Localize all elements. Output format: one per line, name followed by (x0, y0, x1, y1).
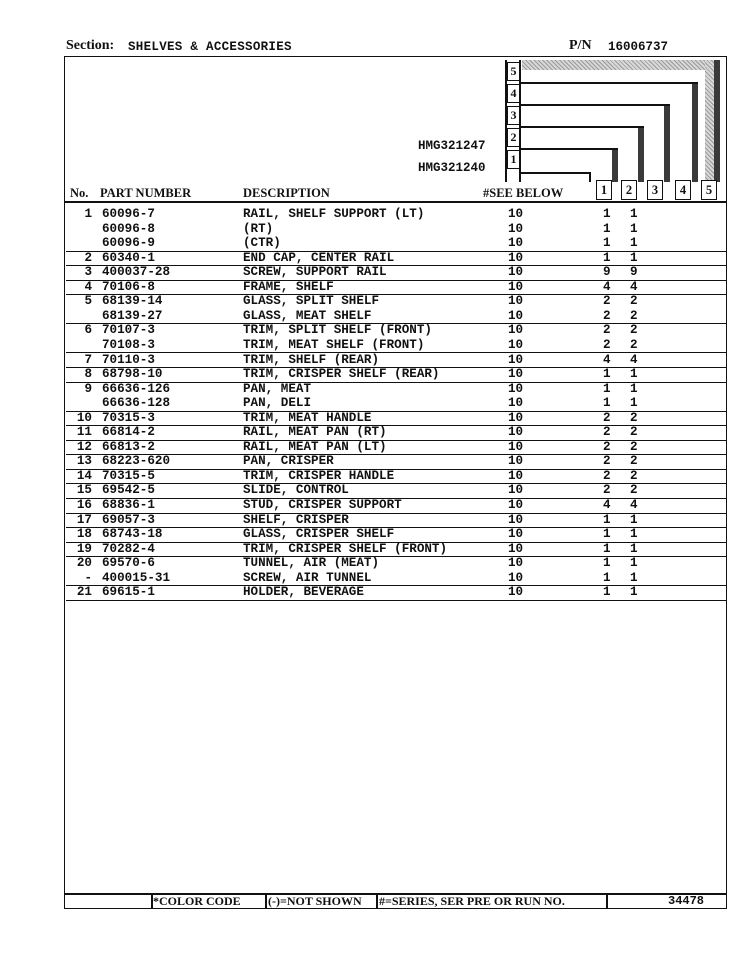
description: RAIL, MEAT PAN (RT) (243, 425, 387, 440)
part-number: 69057-3 (102, 512, 155, 527)
bracket-number-5: 5 (507, 62, 520, 81)
item-number: 21 (76, 585, 92, 600)
item-number: 8 (84, 367, 92, 382)
section-title: SHELVES & ACCESSORIES (128, 40, 292, 54)
bracket-number-1: 1 (507, 150, 520, 169)
qty-1: 2 (603, 454, 611, 469)
table-row (66, 222, 727, 237)
footer-document-number: 34478 (668, 894, 705, 908)
item-number: 10 (76, 410, 92, 425)
qty-2: 1 (630, 541, 638, 556)
series: 10 (508, 308, 524, 323)
part-number: 70110-3 (102, 352, 155, 367)
description: HOLDER, BEVERAGE (243, 585, 364, 600)
qty-1: 1 (603, 570, 611, 585)
table-row (66, 280, 727, 296)
qty-2: 1 (630, 585, 638, 600)
item-number: 9 (84, 381, 92, 396)
part-number: 68139-27 (102, 308, 163, 323)
column-header-description: DESCRIPTION (243, 186, 330, 200)
part-number: 70108-3 (102, 337, 155, 352)
item-number: 1 (84, 207, 92, 221)
part-number: 69615-1 (102, 585, 155, 600)
qty-2: 1 (630, 221, 638, 236)
qty-1: 2 (603, 439, 611, 454)
qty-1: 1 (603, 541, 611, 556)
qty-1: 1 (603, 236, 611, 251)
qty-1: 1 (603, 556, 611, 571)
item-number: 13 (76, 454, 92, 469)
item-number: 17 (76, 512, 92, 527)
description: TRIM, CRISPER SHELF (REAR) (243, 367, 440, 382)
part-number: 68836-1 (102, 498, 155, 512)
qty-1: 1 (603, 367, 611, 382)
item-number: 12 (76, 439, 92, 454)
description: TRIM, CRISPER HANDLE (243, 468, 395, 483)
series: 10 (508, 585, 524, 600)
qty-2: 1 (630, 396, 638, 411)
description: SLIDE, CONTROL (243, 483, 349, 498)
series: 10 (508, 570, 524, 585)
qty-2: 1 (630, 236, 638, 251)
table-row (66, 207, 727, 222)
table-row (66, 294, 727, 309)
description: GLASS, SPLIT SHELF (243, 294, 380, 309)
part-number-label: P/N (569, 38, 592, 53)
part-number: 66636-128 (102, 396, 171, 411)
model-number-1: HMG321247 (418, 139, 486, 153)
bracket-number-2: 2 (507, 128, 520, 147)
series: 10 (508, 207, 524, 221)
footer-series-note: #=SERIES, SER PRE OR RUN NO. (379, 894, 565, 908)
qty-1: 2 (603, 483, 611, 498)
column-header-no: No. (70, 186, 89, 200)
qty-1: 2 (603, 425, 611, 440)
series: 10 (508, 250, 524, 265)
description: STUD, CRISPER SUPPORT (243, 498, 402, 512)
description: TRIM, MEAT HANDLE (243, 410, 372, 425)
header-rule (64, 201, 727, 203)
description: RAIL, MEAT PAN (LT) (243, 439, 387, 454)
column-header-part-number: PART NUMBER (100, 186, 192, 200)
bracket-bar-2 (638, 128, 644, 182)
qty-1: 2 (603, 294, 611, 309)
table-row (66, 396, 727, 412)
part-number: 66813-2 (102, 439, 155, 454)
column-header-see-below: #SEE BELOW (483, 186, 564, 200)
item-number: 5 (84, 294, 92, 309)
item-number: 19 (76, 541, 92, 556)
qty-2: 1 (630, 527, 638, 542)
qty-column-5: 5 (701, 180, 717, 200)
item-number: - (84, 570, 92, 585)
item-number: 14 (76, 468, 92, 483)
qty-1: 1 (603, 207, 611, 221)
qty-1: 1 (603, 221, 611, 236)
qty-1: 2 (603, 468, 611, 483)
qty-1: 1 (603, 381, 611, 396)
part-number: 68798-10 (102, 367, 163, 382)
series: 10 (508, 410, 524, 425)
qty-1: 1 (603, 527, 611, 542)
series: 10 (508, 512, 524, 527)
qty-2: 1 (630, 207, 638, 221)
item-number: 2 (84, 250, 92, 265)
part-number: 400037-28 (102, 265, 171, 280)
series: 10 (508, 483, 524, 498)
series: 10 (508, 367, 524, 382)
table-row (66, 425, 727, 441)
description: PAN, MEAT (243, 381, 312, 396)
qty-2: 2 (630, 410, 638, 425)
table-row (66, 353, 727, 369)
description: END CAP, CENTER RAIL (243, 250, 395, 265)
model-number-2: HMG321240 (418, 161, 486, 175)
table-row (66, 411, 727, 427)
item-number: 6 (84, 323, 92, 338)
part-number: 400015-31 (102, 570, 171, 585)
description: GLASS, CRISPER SHELF (243, 527, 395, 542)
series: 10 (508, 381, 524, 396)
qty-column-3: 3 (647, 180, 663, 200)
series: 10 (508, 396, 524, 411)
qty-1: 4 (603, 352, 611, 367)
qty-2: 2 (630, 308, 638, 323)
part-number: 70282-4 (102, 541, 155, 556)
qty-1: 2 (603, 337, 611, 352)
table-row (66, 382, 727, 397)
description: RAIL, SHELF SUPPORT (LT) (243, 207, 425, 221)
part-number: 68139-14 (102, 294, 163, 309)
part-number: 66636-126 (102, 381, 171, 396)
table-row (66, 251, 727, 267)
qty-1: 2 (603, 410, 611, 425)
description: FRAME, SHELF (243, 279, 334, 294)
series: 10 (508, 454, 524, 469)
series: 10 (508, 556, 524, 571)
series: 10 (508, 265, 524, 280)
description: PAN, CRISPER (243, 454, 334, 469)
item-number: 15 (76, 483, 92, 498)
qty-2: 2 (630, 425, 638, 440)
qty-2: 1 (630, 556, 638, 571)
item-number: 3 (84, 265, 92, 280)
series: 10 (508, 498, 524, 512)
part-number: 60096-8 (102, 221, 155, 236)
series: 10 (508, 425, 524, 440)
table-row (66, 542, 727, 558)
qty-2: 1 (630, 367, 638, 382)
table-row (66, 556, 727, 571)
part-number: 69542-5 (102, 483, 155, 498)
footer-not-shown: (-)=NOT SHOWN (268, 894, 362, 908)
qty-2: 2 (630, 454, 638, 469)
series: 10 (508, 323, 524, 338)
table-row (66, 309, 727, 325)
part-number: 70106-8 (102, 279, 155, 294)
item-number: 16 (76, 498, 92, 512)
bracket-shade-top (522, 60, 716, 70)
description: (RT) (243, 221, 274, 236)
table-row (66, 469, 727, 485)
bracket-bar-3 (664, 106, 670, 182)
description: (CTR) (243, 236, 281, 251)
item-number: 20 (76, 556, 92, 571)
bracket-bar-1 (612, 150, 618, 182)
qty-2: 2 (630, 468, 638, 483)
table-row (66, 571, 727, 587)
description: TRIM, SHELF (REAR) (243, 352, 380, 367)
qty-2: 4 (630, 279, 638, 294)
series: 10 (508, 236, 524, 251)
bracket-number-3: 3 (507, 106, 520, 125)
qty-column-2: 2 (621, 180, 637, 200)
description: TRIM, SPLIT SHELF (FRONT) (243, 323, 432, 338)
description: SHELF, CRISPER (243, 512, 349, 527)
qty-2: 9 (630, 265, 638, 280)
part-number: 70107-3 (102, 323, 155, 338)
description: SCREW, AIR TUNNEL (243, 570, 372, 585)
item-number: 18 (76, 527, 92, 542)
part-number: 69570-6 (102, 556, 155, 571)
qty-2: 2 (630, 483, 638, 498)
section-label: Section: (66, 38, 115, 53)
series: 10 (508, 468, 524, 483)
bracket-bar-4 (692, 84, 698, 182)
table-row (66, 323, 727, 338)
series: 10 (508, 527, 524, 542)
series: 10 (508, 294, 524, 309)
qty-1: 4 (603, 498, 611, 512)
item-number: 4 (84, 279, 92, 294)
description: PAN, DELI (243, 396, 312, 411)
qty-1: 4 (603, 279, 611, 294)
qty-2: 1 (630, 512, 638, 527)
part-number: 66814-2 (102, 425, 155, 440)
qty-column-1: 1 (596, 180, 612, 200)
qty-1: 2 (603, 323, 611, 338)
series: 10 (508, 541, 524, 556)
qty-2: 2 (630, 323, 638, 338)
qty-1: 1 (603, 512, 611, 527)
qty-2: 2 (630, 337, 638, 352)
description: TRIM, MEAT SHELF (FRONT) (243, 337, 425, 352)
series: 10 (508, 221, 524, 236)
item-number: 7 (84, 352, 92, 367)
qty-2: 4 (630, 498, 638, 512)
table-row (66, 367, 727, 383)
part-number: 70315-3 (102, 410, 155, 425)
table-row (66, 513, 727, 529)
qty-2: 4 (630, 352, 638, 367)
footer-color-code: *COLOR CODE (153, 894, 241, 908)
bracket-bar-5 (714, 60, 720, 182)
item-number: 11 (76, 425, 92, 440)
qty-column-4: 4 (675, 180, 691, 200)
part-number-value: 16006737 (608, 40, 669, 54)
table-row (66, 236, 727, 252)
part-number: 68743-18 (102, 527, 163, 542)
part-number: 60340-1 (102, 250, 155, 265)
qty-1: 1 (603, 585, 611, 600)
qty-2: 1 (630, 250, 638, 265)
table-row (66, 440, 727, 456)
part-number: 60096-9 (102, 236, 155, 251)
series: 10 (508, 352, 524, 367)
series: 10 (508, 279, 524, 294)
qty-2: 2 (630, 294, 638, 309)
qty-2: 1 (630, 570, 638, 585)
series: 10 (508, 337, 524, 352)
table-row (66, 338, 727, 354)
description: SCREW, SUPPORT RAIL (243, 265, 387, 280)
part-number: 68223-620 (102, 454, 171, 469)
part-number: 70315-5 (102, 468, 155, 483)
part-number: 60096-7 (102, 207, 155, 221)
table-row (66, 585, 727, 601)
qty-1: 1 (603, 250, 611, 265)
qty-1: 2 (603, 308, 611, 323)
qty-1: 1 (603, 396, 611, 411)
series: 10 (508, 439, 524, 454)
qty-1: 9 (603, 265, 611, 280)
table-row (66, 527, 727, 543)
description: GLASS, MEAT SHELF (243, 308, 372, 323)
description: TRIM, CRISPER SHELF (FRONT) (243, 541, 448, 556)
table-row (66, 265, 727, 281)
qty-2: 2 (630, 439, 638, 454)
description: TUNNEL, AIR (MEAT) (243, 556, 380, 571)
bracket-number-4: 4 (507, 84, 520, 103)
table-row (66, 483, 727, 499)
table-row (66, 454, 727, 470)
table-row (66, 498, 727, 514)
qty-2: 1 (630, 381, 638, 396)
